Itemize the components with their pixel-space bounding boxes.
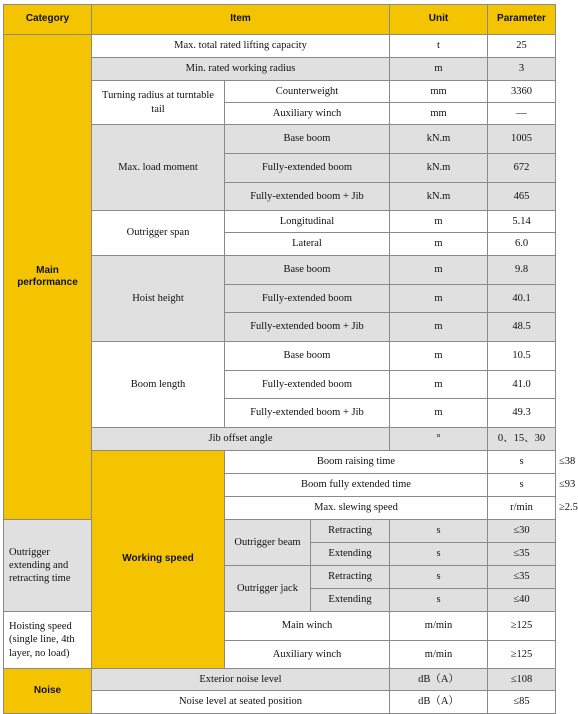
sub-sub-item-label: Retracting	[311, 566, 390, 589]
value-cell: 5.14	[488, 211, 556, 233]
value-cell: 1005	[488, 125, 556, 154]
sub-item-label: Outrigger beam	[225, 520, 311, 566]
value-cell: ≤35	[488, 566, 556, 589]
item-label: Jib offset angle	[92, 428, 390, 451]
item-label: Max. slewing speed	[225, 497, 488, 520]
item-label: Outrigger extending and retracting time	[4, 520, 92, 612]
header-parameter: Parameter	[488, 5, 556, 35]
value-cell: 49.3	[488, 399, 556, 428]
unit-cell: m	[390, 313, 488, 342]
unit-cell: m	[390, 285, 488, 313]
value-cell: ≤40	[488, 589, 556, 612]
category-main-performance: Main performance	[4, 35, 92, 520]
unit-cell: m	[390, 399, 488, 428]
value-cell: ≤108	[488, 669, 556, 691]
sub-item-label: Base boom	[225, 125, 390, 154]
sub-item-label: Outrigger jack	[225, 566, 311, 612]
item-label: Hoisting speed (single line, 4th layer, no load)	[4, 612, 92, 669]
unit-cell: m	[390, 211, 488, 233]
unit-cell: mm	[390, 103, 488, 125]
value-cell: 48.5	[488, 313, 556, 342]
header-unit: Unit	[390, 5, 488, 35]
sub-sub-item-label: Retracting	[311, 520, 390, 543]
value-cell: 0、15、30	[488, 428, 556, 451]
unit-cell: dB（A）	[390, 691, 488, 714]
unit-cell: m	[390, 371, 488, 399]
category-working-speed: Working speed	[92, 451, 225, 669]
unit-cell: m/min	[390, 612, 488, 641]
unit-cell: m	[390, 58, 488, 81]
table-row: Boom fully extended time s ≤93	[4, 474, 556, 497]
item-label: Boom fully extended time	[225, 474, 488, 497]
unit-cell: m	[390, 256, 488, 285]
sub-item-label: Fully-extended boom + Jib	[225, 183, 390, 211]
value-cell: 41.0	[488, 371, 556, 399]
item-label: Min. rated working radius	[92, 58, 390, 81]
table-row	[4, 520, 556, 543]
sub-item-label: Fully-extended boom	[225, 285, 390, 313]
value-cell: ≤35	[488, 543, 556, 566]
sub-item-label: Lateral	[225, 233, 390, 256]
header-item: Item	[92, 5, 390, 35]
unit-cell: s	[390, 566, 488, 589]
value-cell: 672	[488, 154, 556, 183]
item-label: Outrigger span	[92, 211, 225, 256]
value-cell: 25	[488, 35, 556, 58]
table-row: Working speed Boom raising time s ≤38	[4, 451, 556, 474]
unit-cell: s	[390, 589, 488, 612]
table-row	[4, 612, 556, 641]
unit-cell: °	[390, 428, 488, 451]
unit-cell: s	[390, 543, 488, 566]
item-label: Noise level at seated position	[92, 691, 390, 714]
sub-item-label: Main winch	[225, 612, 390, 641]
item-label: Exterior noise level	[92, 669, 390, 691]
header-row	[4, 5, 556, 35]
sub-item-label: Fully-extended boom	[225, 154, 390, 183]
sub-sub-item-label: Extending	[311, 543, 390, 566]
item-label: Max. load moment	[92, 125, 225, 211]
value-cell: ≥125	[488, 641, 556, 669]
value-cell: 6.0	[488, 233, 556, 256]
sub-item-label: Fully-extended boom + Jib	[225, 399, 390, 428]
unit-cell: m	[390, 342, 488, 371]
value-cell: 465	[488, 183, 556, 211]
unit-cell: r/min	[488, 497, 556, 520]
sub-item-label: Auxiliary winch	[225, 103, 390, 125]
unit-cell: kN.m	[390, 183, 488, 211]
value-cell: 9.8	[488, 256, 556, 285]
table-row	[4, 35, 556, 58]
category-noise: Noise	[4, 669, 92, 714]
table-row	[4, 669, 556, 691]
sub-item-label: Fully-extended boom + Jib	[225, 313, 390, 342]
unit-cell: m/min	[390, 641, 488, 669]
value-cell: 3360	[488, 81, 556, 103]
sub-sub-item-label: Extending	[311, 589, 390, 612]
sub-item-label: Longitudinal	[225, 211, 390, 233]
sub-item-label: Base boom	[225, 256, 390, 285]
unit-cell: s	[390, 520, 488, 543]
value-cell: ≥125	[488, 612, 556, 641]
unit-cell: dB（A）	[390, 669, 488, 691]
item-label: Turning radius at turntable tail	[92, 81, 225, 125]
sub-item-label: Fully-extended boom	[225, 371, 390, 399]
value-cell: 3	[488, 58, 556, 81]
table-row: Max. slewing speed r/min ≥2.5	[4, 497, 556, 520]
item-label: Hoist height	[92, 256, 225, 342]
sub-item-label: Base boom	[225, 342, 390, 371]
value-cell: ≤30	[488, 520, 556, 543]
unit-cell: kN.m	[390, 125, 488, 154]
unit-cell: kN.m	[390, 154, 488, 183]
value-cell: ≤85	[488, 691, 556, 714]
unit-cell: t	[390, 35, 488, 58]
unit-cell: m	[390, 233, 488, 256]
sub-item-label: Auxiliary winch	[225, 641, 390, 669]
unit-cell: s	[488, 474, 556, 497]
item-label: Max. total rated lifting capacity	[92, 35, 390, 58]
specification-table	[3, 4, 578, 714]
unit-cell: s	[488, 451, 556, 474]
header-category: Category	[4, 5, 92, 35]
value-cell: —	[488, 103, 556, 125]
sub-item-label: Counterweight	[225, 81, 390, 103]
item-label: Boom length	[92, 342, 225, 428]
item-label: Boom raising time	[225, 451, 488, 474]
value-cell: 40.1	[488, 285, 556, 313]
value-cell: 10.5	[488, 342, 556, 371]
unit-cell: mm	[390, 81, 488, 103]
